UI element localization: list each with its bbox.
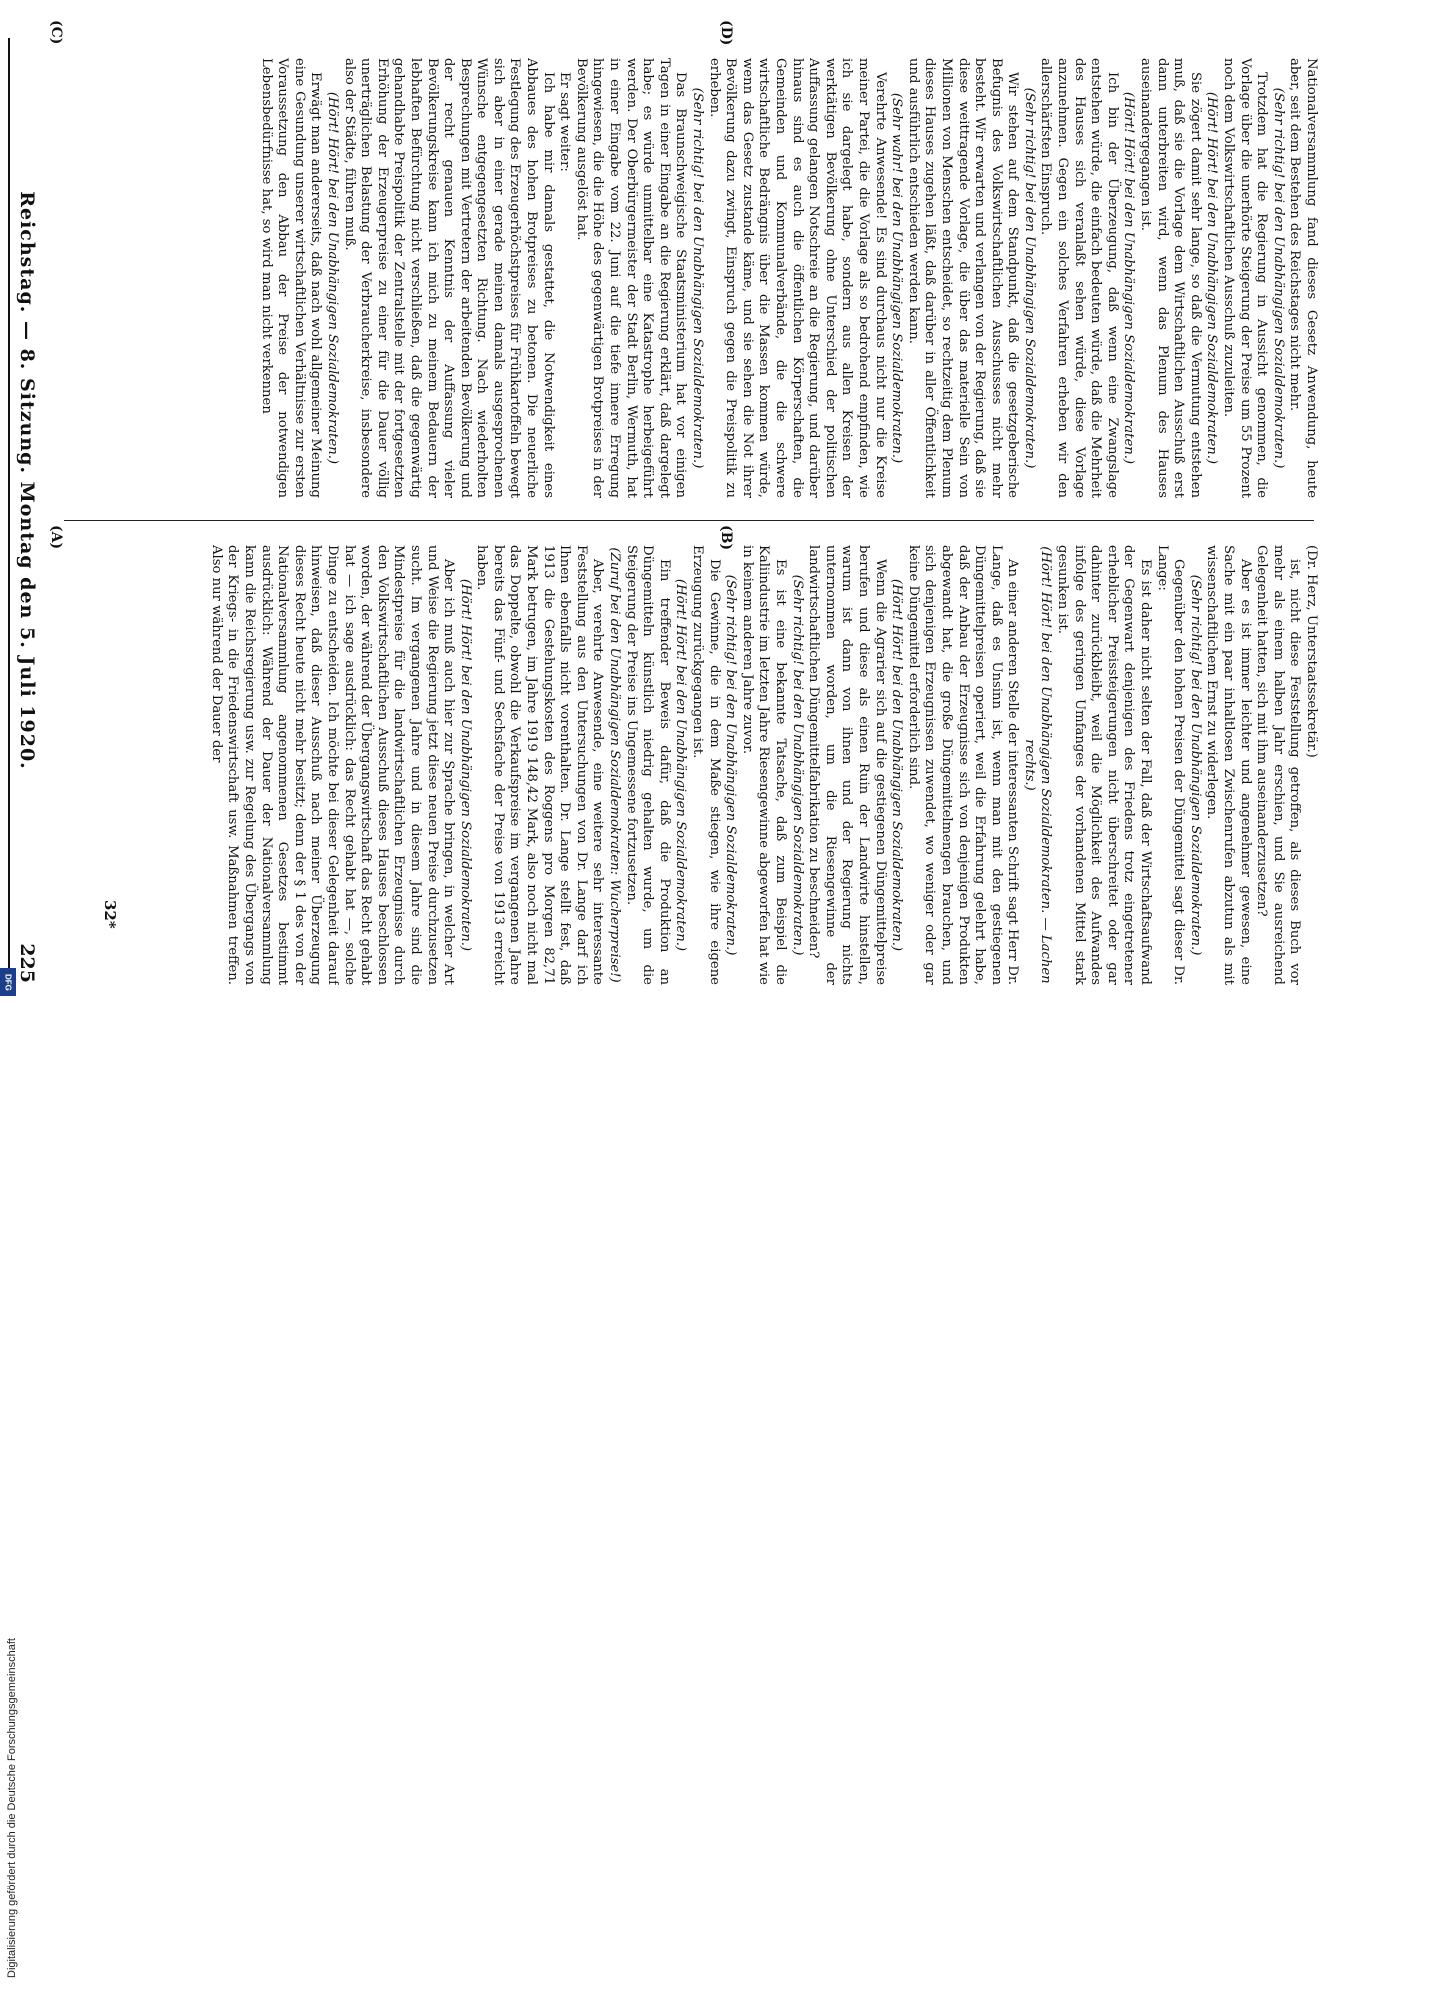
interjection-paragraph: (Sehr richtig! bei den Unabhängigen Sozialdemokraten.) <box>1270 87 1286 469</box>
interjection-paragraph: (Sehr richtig! bei den Unabhängigen Sozialdemokraten.) <box>1021 87 1037 469</box>
body-paragraph: ist, nicht diese Feststellung getroffen, als dieses Buch vor mehr als einem halben Jahr erschien, und Sie ausreichend Gelegenheit hatten, sich mit ihm auseinanderzusetzen? <box>1254 545 1303 985</box>
body-paragraph: Es ist eine bekannte Tatsache, daß zum Beispiel die Kaliindustrie im letzten Jahre Riesengewinne abgeworfen hat wie in keinem anderen Jahre zuvor. <box>739 545 788 985</box>
body-paragraph: Wir stehen auf dem Standpunkt, daß die gesetzgeberische Befugnis des Volkswirtschaftlichen Ausschusses nicht mehr besteht. Wir erwarten und verlangen von der Regierung, daß sie diese weittragende Vorlage, die über das materielle Sein von Millionen von Menschen entscheidet, so rechtzeitig dem Plenum dieses Hauses zugehen läßt, daß darüber in aller Öffentlichkeit und ausführlich entschieden werden kann. <box>905 58 1021 498</box>
body-paragraph: Verehrte Anwesende! Es sind durchaus nicht nur die Kreise meiner Partei, die die Vorlage als so bedrohend empfinden, wie ich sie dargelegt habe, sondern aus allen Kreisen der werktätigen Bevölkerung ohne Unterschied der politischen Auffassung gelangen Notschreie an die Regierung, und darüber hinaus sind es auch die öffentlichen Körperschaften, die Gemeinden und Kommunalverbände, die die schwere wirtschaftliche Bedrängnis über die Massen kommen würde, wenn das Gesetz zustande käme, und sie sehen die Not ihrer Bevölkerung dazu zwingt, Einspruch gegen die Preispolitik zu erheben. <box>706 58 888 498</box>
body-paragraph: Er sagt weiter: <box>557 72 573 172</box>
margin-mark-b: (B) <box>718 525 734 551</box>
signature-mark: 32* <box>101 900 119 929</box>
body-paragraph: Gegenüber den hohen Preisen der Düngemittel sagt dieser Dr. Lange: <box>1154 545 1187 985</box>
body-paragraph: Aber es ist immer leichter und angenehmer gewesen, eine Sache mit ein paar inhaltlosen Zwischenrufen abzutun als mit wissenschaftlichem Ernst zu widerlegen. <box>1204 545 1253 985</box>
interjection-paragraph: (Hört! Hört! bei den Unabhängigen Sozialdemokraten.) <box>889 578 905 952</box>
text-column-right <box>69 58 1319 498</box>
body-paragraph: Sie zögert damit sehr lange, so daß die Vermutung entstehen muß, daß sie die Vorlage dem Wirtschaftlichen Ausschuß erst dann unterbreiten wird, wenn das Plenum des Hauses auseinandergegangen ist. <box>1138 58 1203 498</box>
body-paragraph: Aber, verehrte Anwesende, eine weitere sehr interessante Feststellung aus den Untersuchungen von Dr. Lange darf ich Ihnen ebenfalls nicht vorenthalten. Dr. Lange stellt fest, daß 1913 die Gestehungskosten des Roggens pro Morgen 82,71 Mark betrugen, im Jahre 1919 148,42 Mark, also noch nicht mal das Doppelte, obwohl die Verkaufspreise im vergangenen Jahre bereits das Fünf- und Sechsfache der Preise von 1913 erreicht haben. <box>474 545 606 985</box>
body-paragraph: An einer anderen Stelle der interessanten Schrift sagt Herr Dr. Lange, daß es Unsinn ist, wenn man mit den gestiegenen Düngemittelpreisen operiert, weil die Erfahrung gelehrt habe, daß der Anbau der Erzeugnisse sich von denjenigen Produkten abgewandt hat, die große Düngemittelmengen brauchen, und sich denjenigen Erzeugnissen zuwendet, wo weniger oder gar keine Düngemittel erforderlich sind. <box>905 545 1021 985</box>
page-number: 225 <box>16 943 38 983</box>
margin-mark-d: (D) <box>718 20 734 46</box>
interjection-paragraph: (Hört! Hört! bei den Unabhängigen Sozialdemokraten.) <box>1121 91 1137 465</box>
body-paragraph: Es ist daher nicht selten der Fall, daß der Wirtschaftsaufwand der Gegenwart denjenigen des Friedens trotz eingetretener erheblicher Preissteigerungen nicht überschreitet oder gar dahinter zurückbleibt, weil die Möglichkeit des Aufwandes infolge des geringen Umfanges der vorhandenen Mittel stark gesunken ist. <box>1055 545 1154 985</box>
body-paragraph: Das Braunschweigische Staatsministerium hat vor einigen Tagen in einer Eingabe an die Regierung erklärt, daß dargelegt habe; es würde unmittelbar eine Katastrophe herbeigeführt werden. Der Oberbürgermeister der Stadt Berlin, Wermuth, hat in einer Eingabe vom 22. Juni auf die tiefe innere Erregung hingewiesen, die die Höhe des gegenwärtigen Brotpreises in der Bevölkerung ausgelöst hat. <box>573 58 689 498</box>
digitization-credit <box>6 990 16 1990</box>
body-paragraph: Erwägt man andererseits, daß nach wohl allgemeiner Meinung eine Gesundung unserer wirtschaftlichen Verhältnisse zur ersten Voraussetzung den Abbau der Preise der notwendigen Lebensbedürfnisse hat, so wird man nicht verkennen <box>258 58 324 498</box>
header-title: Reichstag. — 8. Sitzung. Montag den 5. Juli 1920. <box>16 191 38 770</box>
interjection-paragraph: (Zuruf bei den Unabhängigen Sozialdemokraten: Wucherpreise!) <box>607 547 623 983</box>
body-paragraph: Trotzdem hat die Regierung in Aussicht genommen, die Vorlage über die unerhörte Steigerung der Preise um 55 Prozent noch dem Volkswirtschaftlichen Ausschuß zuzuleiten. <box>1221 58 1270 498</box>
margin-mark-c: (C) <box>48 20 64 45</box>
body-paragraph: Die Gewinne, die in dem Maße stiegen, wie ihre eigene Erzeugung zurückgegangen ist. <box>690 545 722 985</box>
interjection-paragraph: (Sehr richtig! bei den Unabhängigen Sozialdemokraten.) <box>690 87 706 469</box>
body-paragraph: Nationalversammlung fand dieses Gesetz Anwendung, heute aber, seit dem Bestehen des Reichstages nicht mehr. <box>1287 58 1319 498</box>
dfg-logo: DFG <box>0 968 16 996</box>
interjection-paragraph: (Hört! Hört! bei den Unabhängigen Sozialdemokraten.) <box>324 91 340 465</box>
body-paragraph: Ich habe mir damals gestattet, die Notwendigkeit eines Abbaues des hohen Brotpreises zu betonen. Die neuerliche Festlegung des Erzeugerhöchstpreises für Frühkartoffeln bewegt sich aber in einer gerade meinen damals ausgesprochenen Wünsche entgegengesetzten Richtung. Nach wiederholten Besprechungen mit Vertretern der arbeitenden Bevölkerung und der recht genauen Kenntnis der Auffassung vieler Bevölkerungskreise kann ich mich zu meinem Bedauern der lebhaften Befürchtung nicht verschließen, daß die gegenwärtig gehandhabte Preispolitik der Zentralstelle mit der fortgesetzten Erhöhung der Erzeugerpreise zu einer für die Dauer völlig unerträglichen Belastung der Verbraucherkreise, insbesondere also der Städte, führen muß. <box>341 58 556 498</box>
interjection-paragraph: (Sehr richtig! bei den Unabhängigen Sozialdemokraten.) <box>723 574 739 956</box>
column-divider <box>64 520 1314 521</box>
interjection-paragraph: (Sehr richtig! bei den Unabhängigen Sozialdemokraten.) <box>1187 574 1203 956</box>
body-paragraph: Aber ich muß auch hier zur Sprache bringen, in welcher Art und Weise die Regierung jetzt diese neuen Preise durchzusetzen sucht. Im vergangenen Jahre und in diesem Jahre sind die Mindestpreise für die landwirtschaftlichen Erzeugnisse durch den Volkswirtschaftlichen Ausschuß dieses Hauses beschlossen worden, der während der Übergangswirtschaft das Recht gehabt hat — ich sage ausdrücklich: das Recht gehabt hat —, solche Dinge zu entscheiden. Ich möchte bei dieser Gelegenheit darauf hinweisen, daß dieser Ausschuß nach meiner Überzeugung dieses Recht heute nicht mehr besitzt; denn der § 1 des von der Nationalversammlung angenommenen Gesetzes bestimmt ausdrücklich: Während der Dauer der Nationalversammlung kann die Reichsregierung usw. zur Regelung des Übergangs von der Kriegs- in die Friedenswirtschaft usw. Maßnahmen treffen. Also nur während der Dauer der <box>208 545 457 985</box>
margin-mark-a: (A) <box>48 525 64 550</box>
credit-text: Digitalisierung gefördert durch die Deutsche Forschungsgemeinschaft <box>6 1638 18 1978</box>
interjection-paragraph: (Hört! Hört! bei den Unabhängigen Sozialdemokraten. — Lachen rechts.) <box>1021 546 1054 984</box>
body-paragraph: Ich bin der Überzeugung, daß wenn eine Zwangslage entstehen würde, die einfach bedeuten würde, daß die Mehrheit des Hauses sich veranlaßt sehen würde, diese Vorlage anzunehmen. Gegen ein solches Verfahren erheben wir den allerschärfsten Einspruch. <box>1038 58 1120 498</box>
interjection-paragraph: (Hört! Hört! bei den Unabhängigen Sozialdemokraten.) <box>457 578 473 952</box>
page-header <box>8 38 44 983</box>
body-paragraph: (Dr. Herz, Unterstaatssekretär.) <box>1304 545 1319 758</box>
interjection-paragraph: (Hört! Hört! bei den Unabhängigen Sozialdemokraten.) <box>673 578 689 952</box>
body-paragraph: Wenn die Agrarier sich auf die gestiegenen Düngemittelpreise berufen und diese als einen Ruin der Landwirte hinstellen, warum ist dann von ihnen und der Regierung nichts unternommen worden, um die Riesengewinne der landwirtschaftlichen Düngemittelfabrikation zu beschneiden? <box>806 545 888 985</box>
interjection-paragraph: (Sehr wahr! bei den Unabhängigen Sozialdemokraten.) <box>889 92 905 464</box>
interjection-paragraph: (Sehr richtig! bei den Unabhängigen Sozialdemokraten.) <box>789 574 805 956</box>
body-paragraph: Ein treffender Beweis dafür, daß die Produktion an Düngemitteln künstlich niedrig gehalten wurde, um die Steigerung der Preise ins Ungemessene fortzusetzen. <box>623 545 672 985</box>
text-column-left <box>69 545 1319 985</box>
interjection-paragraph: (Hört! Hört! bei den Unabhängigen Sozialdemokraten.) <box>1204 91 1220 465</box>
